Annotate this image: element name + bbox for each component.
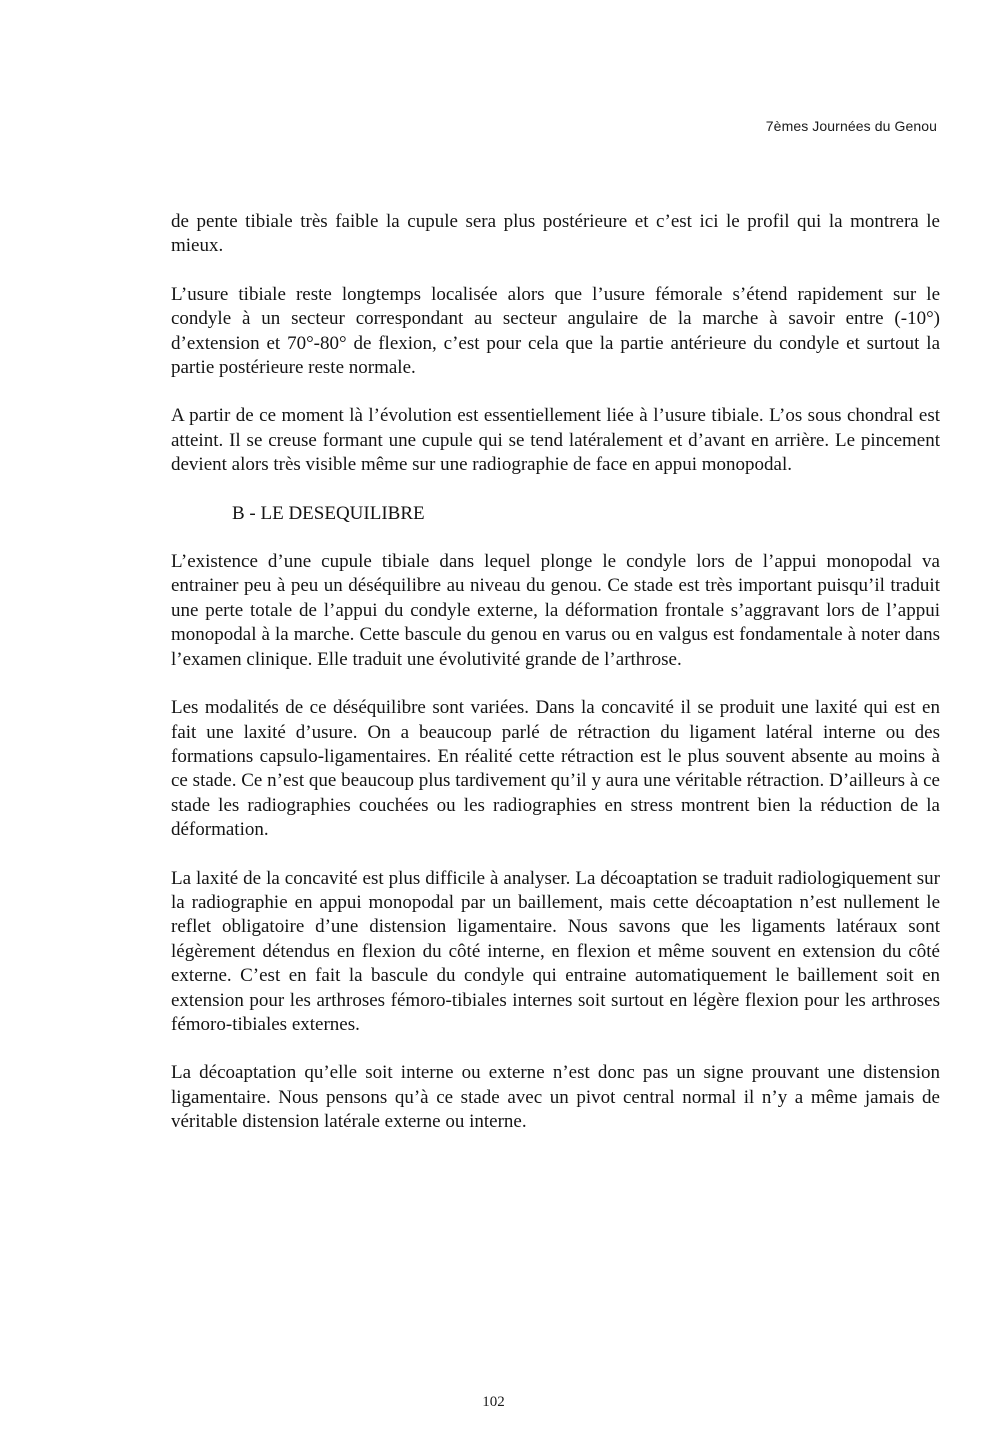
paragraph-evolution: A partir de ce moment là l’évolution est essentiellement liée à l’usure tibiale. L’os sous chondral est atteint. Il se creuse formant une cupule qui se tend latéralement et d’avant en arrière. Le pincement devient alors très visible même sur une radiographie de face en appui monopodal.: [171, 405, 940, 476]
section-heading: B - LE DESEQUILIBRE: [232, 502, 425, 524]
paragraph-imbalance-modalities: Les modalités de ce déséquilibre sont variées. Dans la concavité il se produit une laxité qui est en fait une laxité d’usure. On a beaucoup parlé de rétraction du ligament latéral interne ou des formations capsulo-ligamentaires. En réalité cette rétraction est le plus souvent absente au moins à ce stade. Ce n’est que beaucoup plus tardivement qu’il y aura une véritable rétraction. D’ailleurs à ce stade les radiographies couchées ou les radiographies en stress montrent bien la réduction de la déformation.: [171, 697, 940, 841]
page-body: [171, 210, 940, 1159]
page-number: 102: [482, 1394, 505, 1410]
paragraph-continued-tibial-slope: de pente tibiale très faible la cupule sera plus postérieure et c’est ici le profil qui la montrera le mieux.: [171, 211, 940, 257]
running-header: 7èmes Journées du Genou: [765, 118, 937, 134]
paragraph-concavity-laxity: La laxité de la concavité est plus difficile à analyser. La décoaptation se traduit radiologiquement sur la radiographie en appui monopodal par un baillement, mais cette décoaptation n’est nullement le reflet obligatoire d’une distension ligamentaire. Nous savons que les ligaments latéraux sont légèrement détendus en flexion du côté interne, en flexion et même souvent en extension du côté externe. C’est en fait la bascule du condyle qui entraine automatiquement le baillement soit en extension pour les arthroses fémoro-tibiales internes soit surtout en légère flexion pour les arthroses fémoro-tibiales externes.: [171, 867, 940, 1035]
paragraph-decoaptation: La décoaptation qu’elle soit interne ou externe n’est donc pas un signe prouvant une distension ligamentaire. Nous pensons qu’à ce stade avec un pivot central normal il n’y a même jamais de véritable distension latérale externe ou interne.: [171, 1062, 940, 1133]
paragraph-tibial-wear: L’usure tibiale reste longtemps localisée alors que l’usure fémorale s’étend rapidement sur le condyle à un secteur correspondant au secteur angulaire de la marche à savoir entre (-10°) d’extension et 70°-80° de flexion, c’est pour cela que la partie antérieure du condyle et surtout la partie postérieure reste normale.: [171, 283, 940, 379]
paragraph-tibial-cup: L’existence d’une cupule tibiale dans lequel plonge le condyle lors de l’appui monopodal va entrainer peu à peu un déséquilibre au niveau du genou. Ce stade est très important puisqu’il traduit une perte totale de l’appui du condyle externe, la déformation frontale s’aggravant lors de l’appui monopodal à la marche. Cette bascule du genou en varus ou en valgus est fondamentale à noter dans l’examen clinique. Elle traduit une évolutivité grande de l’arthrose.: [171, 551, 940, 670]
